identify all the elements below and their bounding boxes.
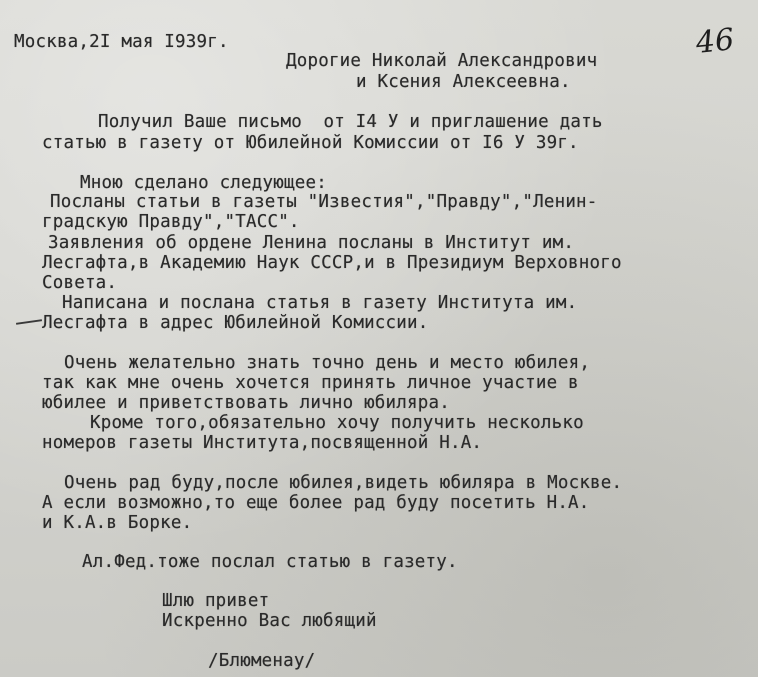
paragraph-1-line-1: Получил Ваше письмо от I4 У и приглашение дать	[98, 112, 603, 132]
paragraph-2-line-3: градскую Правду","ТАСС".	[42, 212, 300, 232]
paragraph-2-line-2: Посланы статьи в газеты "Известия","Правду","Ленин-	[50, 192, 598, 212]
paragraph-2-line-6: Совета.	[42, 273, 118, 293]
closing-line-2: Искренно Вас любящий	[162, 611, 377, 631]
paragraph-2-line-4: Заявления об ордене Ленина посланы в Институт им.	[48, 233, 575, 253]
paragraph-3-line-3: юбилее и приветствовать лично юбиляра.	[42, 393, 450, 413]
paragraph-2-line-8: Лесгафта в адрес Юбилейной Комиссии.	[42, 313, 429, 333]
paragraph-3-line-2: так как мне очень хочется принять личное участие в	[42, 373, 579, 393]
paragraph-3-line-1: Очень желательно знать точно день и место юбилея,	[64, 353, 591, 373]
closing-line-1: Шлю привет	[162, 591, 270, 611]
margin-pen-mark	[16, 319, 42, 325]
paragraph-2-line-7: Написана и послана статья в газету Института им.	[62, 293, 578, 313]
paragraph-2-line-1: Мною сделано следующее:	[80, 173, 327, 193]
paragraph-3-line-4: Кроме того,обязательно хочу получить несколько	[90, 413, 584, 433]
salutation-line-2: и Ксения Алексеевна.	[356, 72, 571, 92]
place-date: Москва,2I мая I939г.	[14, 32, 229, 52]
paragraph-3-line-5: номеров газеты Института,посвященной Н.А.	[42, 433, 483, 453]
paragraph-4-line-3: и К.А.в Борке.	[42, 513, 193, 533]
paragraph-2-line-5: Лесгафта,в Академию Наук СССР,и в Президиум Верховного	[42, 253, 622, 273]
paragraph-1-line-2: статью в газету от Юбилейной Комиссии от I6 У 39г.	[42, 133, 579, 153]
paragraph-4-line-1: Очень рад буду,после юбилея,видеть юбиляра в Москве.	[64, 473, 623, 493]
salutation-line-1: Дорогие Николай Александрович	[286, 51, 598, 71]
paragraph-5-line-1: Ал.Фед.тоже послал статью в газету.	[82, 552, 458, 572]
archive-page-number: 46	[694, 22, 736, 61]
paragraph-4-line-2: А если возможно,то еще более рад буду посетить Н.А.	[42, 493, 590, 513]
signature: /Блюменау/	[208, 651, 316, 671]
